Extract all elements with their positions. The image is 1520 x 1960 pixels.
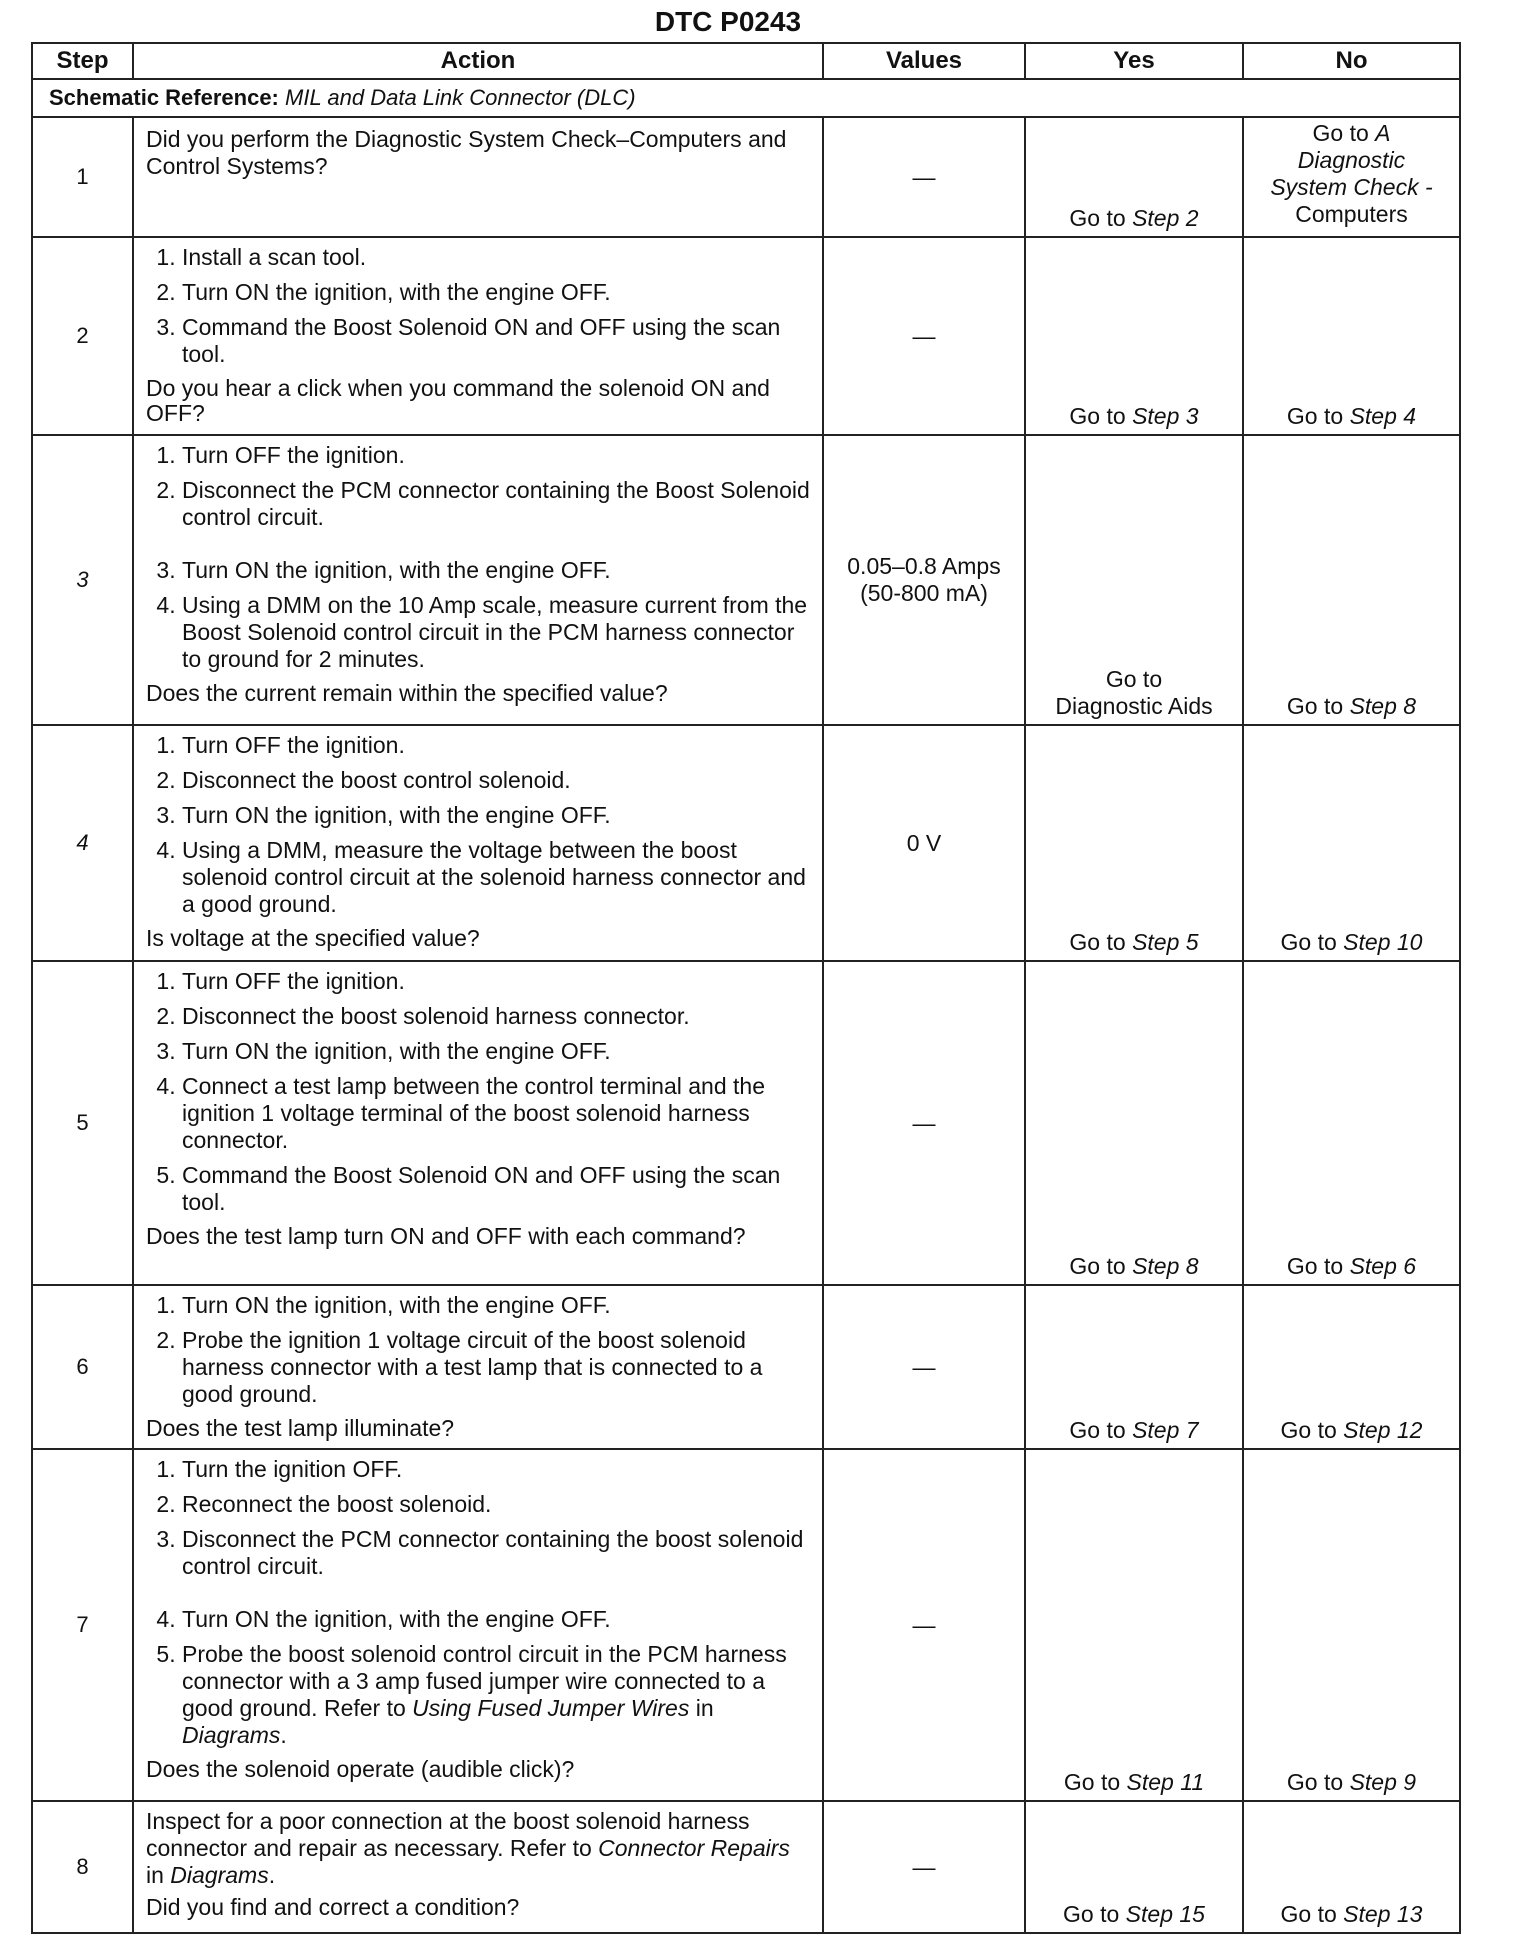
value-cell: —: [823, 1285, 1025, 1449]
action-list: [146, 968, 814, 1216]
table-row: [32, 237, 1460, 435]
step-number: 5: [32, 961, 133, 1285]
go-to-label: Go to: [1063, 1769, 1121, 1795]
value-cell: [823, 435, 1025, 725]
action-question: Is voltage at the specified value?: [146, 925, 480, 951]
action-question: Does the test lamp turn ON and OFF with each command?: [146, 1223, 746, 1249]
no-target-line: Diagnostic: [1297, 147, 1406, 173]
action-text: Did you perform the Diagnostic System Check–Computers and Control Systems?: [146, 126, 787, 179]
action-question: Do you hear a click when you command the solenoid ON and OFF?: [146, 375, 770, 426]
action-cell: [133, 1801, 823, 1933]
action-list: [146, 1456, 814, 1749]
value-cell: —: [823, 961, 1025, 1285]
step-number: 6: [32, 1285, 133, 1449]
no-cell: [1243, 725, 1460, 961]
go-to-label: Go to: [1069, 1253, 1126, 1279]
header-yes: Yes: [1025, 43, 1243, 79]
header-step: Step: [32, 43, 133, 79]
yes-cell: [1025, 1801, 1243, 1933]
yes-cell: [1025, 1449, 1243, 1801]
action-list: [146, 1292, 814, 1408]
no-cell: [1243, 435, 1460, 725]
yes-cell: [1025, 725, 1243, 961]
yes-cell: [1025, 435, 1243, 725]
yes-target: Step 3: [1132, 403, 1199, 429]
header-values: Values: [823, 43, 1025, 79]
no-cell: [1243, 1285, 1460, 1449]
schematic-row: [32, 79, 1460, 117]
action-item: 1. Turn OFF the ignition.: [182, 732, 814, 759]
reference-link: Connector Repairs: [598, 1835, 790, 1861]
item-text: in: [146, 1862, 171, 1888]
go-to-label: Go to: [1069, 929, 1126, 955]
action-list: [146, 732, 814, 918]
action-item: 2. Reconnect the boost solenoid.: [182, 1491, 814, 1518]
go-to-label: Go to: [1286, 693, 1344, 719]
reference-doc: Diagrams: [170, 1862, 269, 1888]
yes-target-line: Go to: [1105, 666, 1163, 692]
reference-link: Using Fused Jumper Wires: [412, 1695, 690, 1721]
no-cell: [1243, 1449, 1460, 1801]
no-target: Step 12: [1343, 1417, 1423, 1443]
action-item: 5. Command the Boost Solenoid ON and OFF using the scan tool.: [182, 1162, 814, 1216]
header-no: No: [1243, 43, 1460, 79]
action-list: [146, 244, 814, 368]
no-target: Step 9: [1349, 1769, 1417, 1795]
no-cell: [1243, 961, 1460, 1285]
table-row: [32, 961, 1460, 1285]
action-item: 3. Turn ON the ignition, with the engine OFF.: [182, 557, 814, 584]
step-number: 1: [32, 117, 133, 237]
action-list: [146, 442, 814, 673]
action-question: Does the test lamp illuminate?: [146, 1415, 455, 1441]
schematic-reference: [32, 79, 1460, 117]
item-text: .: [280, 1722, 287, 1748]
page-title: DTC P0243: [654, 6, 802, 37]
action-question: Did you find and correct a condition?: [146, 1894, 520, 1920]
action-item: 2. Turn ON the ignition, with the engine OFF.: [182, 279, 814, 306]
action-item: 4. Using a DMM, measure the voltage between the boost solenoid control circuit at the solenoid harness connector and a good ground.: [182, 837, 814, 918]
yes-cell: [1025, 237, 1243, 435]
action-item: 1. Turn OFF the ignition.: [182, 968, 814, 995]
no-cell: [1243, 117, 1460, 237]
reference-doc: Diagrams: [182, 1722, 281, 1748]
go-to-label: Go to: [1286, 1769, 1344, 1795]
go-to-label: Go to: [1280, 1417, 1337, 1443]
no-target: Step 6: [1349, 1253, 1417, 1279]
table-row: [32, 1449, 1460, 1801]
action-cell: [133, 1449, 823, 1801]
go-to-label: Go to: [1280, 929, 1337, 955]
action-item: 2. Probe the ignition 1 voltage circuit of the boost solenoid harness connector with a test lamp that is connected to a good ground.: [182, 1327, 814, 1408]
table-row: [32, 725, 1460, 961]
value-cell: 0 V: [823, 725, 1025, 961]
action-question: Does the solenoid operate (audible click)?: [146, 1756, 575, 1782]
no-target: Step 4: [1349, 403, 1417, 429]
action-item: 2. Disconnect the boost solenoid harness connector.: [182, 1003, 814, 1030]
no-target: Step 13: [1343, 1901, 1423, 1927]
no-cell: [1243, 1801, 1460, 1933]
action-item: 3. Turn ON the ignition, with the engine OFF.: [182, 802, 814, 829]
go-to-label: Go to: [1069, 1417, 1126, 1443]
go-to-label: Go to: [1286, 1253, 1344, 1279]
schematic-label: Schematic Reference:: [49, 85, 279, 110]
value-cell: —: [823, 117, 1025, 237]
action-cell: [133, 117, 823, 237]
step-number: 4: [32, 725, 133, 961]
action-item: 2. Disconnect the PCM connector containing the Boost Solenoid control circuit.: [182, 477, 814, 531]
yes-cell: [1025, 961, 1243, 1285]
action-item: 4. Using a DMM on the 10 Amp scale, measure current from the Boost Solenoid control circuit in the PCM harness connector to ground for 2 minutes.: [182, 592, 814, 673]
item-text: in: [689, 1695, 714, 1721]
action-item: 3. Disconnect the PCM connector containing the boost solenoid control circuit.: [182, 1526, 814, 1580]
action-text: [146, 1808, 814, 1889]
action-item: 3. Turn ON the ignition, with the engine OFF.: [182, 1038, 814, 1065]
no-target: Step 8: [1349, 693, 1417, 719]
action-item: 3. Command the Boost Solenoid ON and OFF using the scan tool.: [182, 314, 814, 368]
action-item: 1. Turn ON the ignition, with the engine OFF.: [182, 1292, 814, 1319]
table-row: [32, 435, 1460, 725]
value-line: 0.05–0.8 Amps: [847, 553, 1001, 579]
action-item: 4. Turn ON the ignition, with the engine OFF.: [182, 1606, 814, 1633]
go-to-label: Go to: [1280, 1901, 1337, 1927]
yes-target: Step 11: [1126, 1769, 1205, 1795]
yes-cell: [1025, 1285, 1243, 1449]
go-to-label: Go to: [1063, 1901, 1120, 1927]
table-row: [32, 117, 1460, 237]
yes-cell: [1025, 117, 1243, 237]
yes-target: Step 2: [1132, 205, 1199, 231]
yes-target-line: Diagnostic Aids: [1055, 693, 1213, 719]
action-item: 1. Install a scan tool.: [182, 244, 814, 271]
no-cell: [1243, 237, 1460, 435]
item-text: .: [268, 1862, 276, 1888]
no-target: Step 10: [1343, 929, 1423, 955]
yes-target: Step 5: [1132, 929, 1199, 955]
step-number: 8: [32, 1801, 133, 1933]
action-item: 1. Turn OFF the ignition.: [182, 442, 814, 469]
go-to-label: Go to: [1069, 205, 1126, 231]
header-row: [32, 43, 1460, 79]
yes-target: Step 8: [1132, 1253, 1199, 1279]
item-text: Inspect for a poor connection at the boost solenoid harness connector and repair as necessary. Refer to: [146, 1808, 750, 1861]
go-to-label: Go to: [1286, 403, 1344, 429]
value-line: (50-800 mA): [860, 580, 988, 606]
go-to-label: Go to: [1312, 120, 1369, 146]
action-item: 1. Turn the ignition OFF.: [182, 1456, 814, 1483]
table-row: [32, 1285, 1460, 1449]
step-number: 7: [32, 1449, 133, 1801]
action-cell: [133, 725, 823, 961]
item-text: Probe the boost solenoid control circuit in the PCM harness connector with a 3 amp fused jumper wire connected to a good ground. Refer to: [182, 1641, 787, 1721]
go-to-label: Go to: [1069, 403, 1126, 429]
action-item: 2. Disconnect the boost control solenoid.: [182, 767, 814, 794]
value-cell: —: [823, 237, 1025, 435]
no-target-line: Computers: [1295, 201, 1408, 227]
step-number: 2: [32, 237, 133, 435]
yes-target: Step 15: [1125, 1901, 1205, 1927]
action-cell: [133, 435, 823, 725]
no-target-line: System Check -: [1270, 174, 1433, 200]
no-target-a: A: [1375, 120, 1391, 146]
step-number: 3: [32, 435, 133, 725]
value-cell: —: [823, 1449, 1025, 1801]
schematic-value: MIL and Data Link Connector (DLC): [285, 85, 636, 110]
action-cell: [133, 237, 823, 435]
action-item: [182, 1641, 814, 1749]
table-row: [32, 1801, 1460, 1933]
header-action: Action: [133, 43, 823, 79]
action-item: 4. Connect a test lamp between the control terminal and the ignition 1 voltage terminal of the boost solenoid harness connector.: [182, 1073, 814, 1154]
action-cell: [133, 1285, 823, 1449]
action-cell: [133, 961, 823, 1285]
action-question: Does the current remain within the specified value?: [146, 680, 668, 706]
yes-target: Step 7: [1132, 1417, 1199, 1443]
diagnostic-table: [31, 42, 1461, 1934]
value-cell: —: [823, 1801, 1025, 1933]
